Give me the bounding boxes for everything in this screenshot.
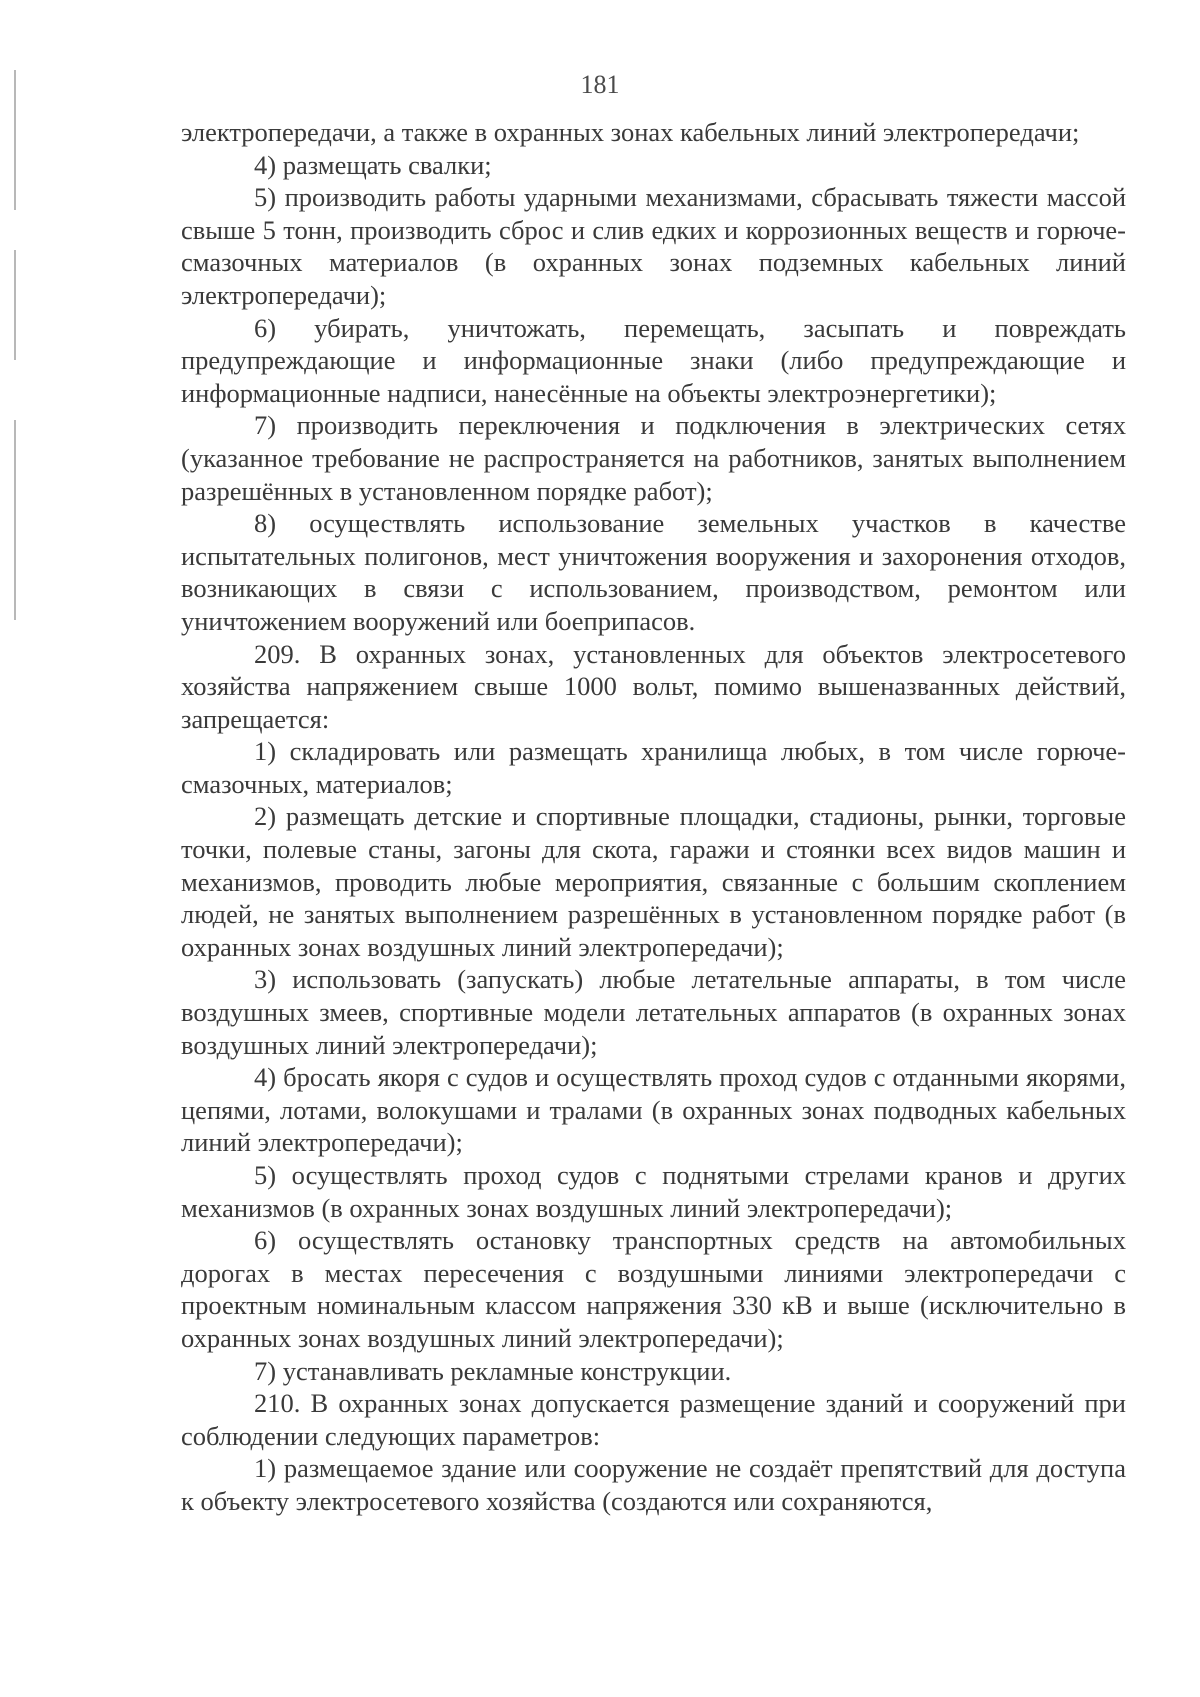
scan-edge-line <box>14 250 16 360</box>
paragraph: 7) устанавливать рекламные конструкции. <box>254 1355 732 1386</box>
paragraph: 5) производить работы ударными механизмами, сбрасывать тяжести массой свыше 5 тонн, производить сброс и слив едких и коррозионных веществ и горюче-смазочных материалов (в охранных зонах подземных кабельных линий электропередачи); <box>181 182 1126 310</box>
paragraph: 7) производить переключения и подключения в электрических сетях (указанное требование не распространяется на работников, занятых выполнением разрешённых в установленном порядке работ); <box>181 410 1126 506</box>
paragraph: 5) осуществлять проход судов с поднятыми стрелами кранов и других механизмов (в охранных зонах воздушных линий электропередачи); <box>181 1160 1126 1223</box>
scan-edge-line <box>14 420 16 620</box>
paragraph: 3) использовать (запускать) любые летательные аппараты, в том числе воздушных змеев, спортивные модели летательных аппаратов (в охранных зонах воздушных линий электропередачи); <box>181 964 1126 1060</box>
paragraph: 8) осуществлять использование земельных участков в качестве испытательных полигонов, мест уничтожения вооружения и захоронения отходов, возникающих в связи с использованием, производством, ремонтом или уничтожением вооружений или боеприпасов. <box>181 508 1126 636</box>
document-body <box>181 116 1126 1518</box>
paragraph: 1) складировать или размещать хранилища любых, в том числе горюче-смазочных, материалов; <box>181 736 1126 799</box>
paragraph: 2) размещать детские и спортивные площадки, стадионы, рынки, торговые точки, полевые станы, загоны для скота, гаражи и стоянки всех видов машин и механизмов, проводить любые мероприятия, связанные с большим скоплением людей, не занятых выполнением разрешённых в установленном порядке работ (в охранных зонах воздушных линий электропередачи); <box>181 801 1126 962</box>
paragraph: 6) убирать, уничтожать, перемещать, засыпать и повреждать предупреждающие и информационные знаки (либо предупреждающие и информационные надписи, нанесённые на объекты электроэнергетики); <box>181 312 1126 408</box>
paragraph: 1) размещаемое здание или сооружение не создаёт препятствий для доступа к объекту электросетевого хозяйства (создаются или сохраняются, <box>181 1453 1126 1516</box>
paragraph: 209. В охранных зонах, установленных для объектов электросетевого хозяйства напряжением свыше 1000 вольт, помимо вышеназванных действий, запрещается: <box>181 638 1126 734</box>
paragraph: 6) осуществлять остановку транспортных средств на автомобильных дорогах в местах пересечения с воздушными линиями электропередачи с проектным номинальным классом напряжения 330 кВ и выше (исключительно в охранных зонах воздушных линий электропередачи); <box>181 1225 1126 1353</box>
paragraph: 4) бросать якоря с судов и осуществлять проход судов с отданными якорями, цепями, лотами, волокушами и тралами (в охранных зонах подводных кабельных линий электропередачи); <box>181 1062 1126 1158</box>
paragraph: 210. В охранных зонах допускается размещение зданий и сооружений при соблюдении следующих параметров: <box>181 1388 1126 1451</box>
paragraph: электропередачи, а также в охранных зонах кабельных линий электропередачи; <box>181 117 1080 147</box>
page-number: 181 <box>580 70 620 99</box>
paragraph: 4) размещать свалки; <box>254 149 492 180</box>
